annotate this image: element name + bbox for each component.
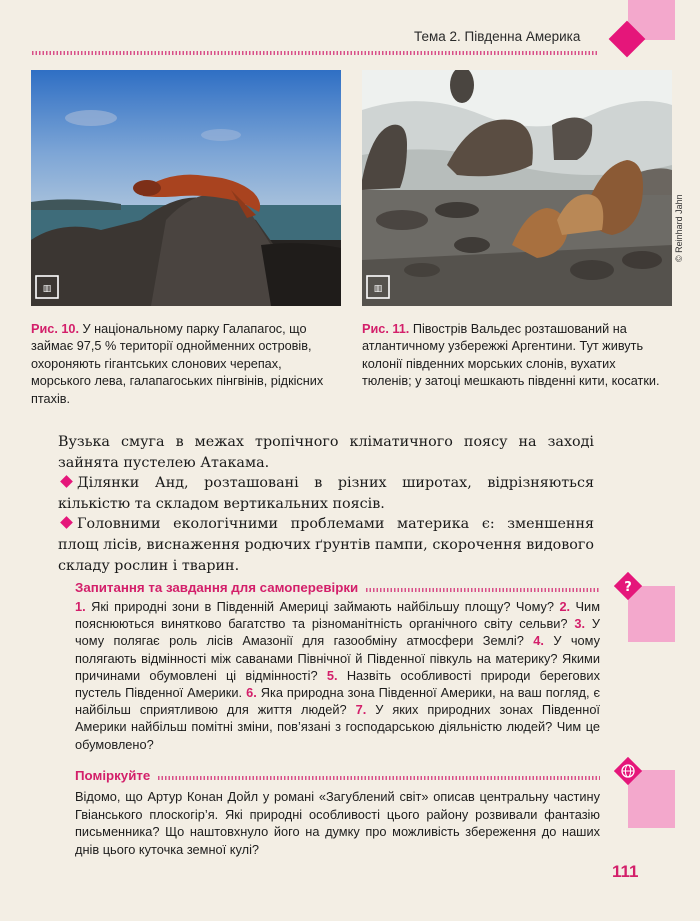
svg-text:▥: ▥	[42, 284, 52, 294]
globe-icon	[614, 757, 642, 785]
question-item: 7. У яких природних зонах Південної Америки найбільш помітні зміни, пов’язані з господарською діяльністю людей? Чим це обумовлено?	[75, 702, 600, 752]
section-title-text: Поміркуйте	[75, 768, 151, 783]
question-item: 4. У чому полягають відмінності між саванами Північної й Південної півкуль на материку? Якими причинами обумовлені ці відмінності?	[75, 633, 601, 683]
photo-credit: © Reinhard Jahn	[674, 194, 684, 262]
question-item: 3. У чому полягає роль лісів Амазонії для газообміну атмосфери Землі?	[75, 616, 600, 649]
caption-fig-11	[362, 321, 668, 391]
page-number: 111	[612, 862, 639, 881]
caption-text: Півострів Вальдес розташований на атлантичному узбережжі Аргентини. Тут живуть колонії південних морських слонів, вухатих тюленів; у затоці мешкають південні кити, косатки.	[362, 322, 660, 389]
caption-text: У національному парку Галапагос, що займає 97,5 % території однойменних островів, охороняють гігантських слонових черепах, морського лева, галапагоських пінгвінів, рідкісних птахів.	[31, 322, 324, 406]
section-title-text: Запитання та завдання для самоперевірки	[75, 580, 359, 595]
main-text	[58, 432, 594, 576]
photo-galapagos	[31, 70, 341, 306]
paragraph-atacama: Вузька смуга в межах тропічного кліматичного поясу на заході зайнята пустелею Атакама.	[58, 434, 594, 471]
question-item: 1. Які природні зони в Південній Америці займають найбільшу площу? Чому?	[75, 599, 555, 614]
header-dotted-line	[32, 51, 598, 55]
svg-text:?: ?	[624, 580, 632, 595]
section-dotted-line	[158, 776, 600, 780]
diamond-bullet-icon	[60, 475, 73, 488]
photo-valdes	[362, 70, 672, 306]
question-item: 6. Яка природна зона Південної Америки, на ваш погляд, є найбільш сприятливою для життя людей?	[75, 685, 601, 718]
paragraph-text: Ділянки Анд, розташовані в різних широтах, відрізняються кількістю та складом вертикальних поясів.	[58, 475, 594, 512]
caption-label: Рис. 11.	[362, 322, 410, 336]
paragraph-text: Головними екологічними проблемами материка є: зменшення площ лісів, виснаження родючих ґрунтів пампи, скорочення видового складу рослин і тварин.	[58, 516, 594, 574]
think-section-title	[75, 768, 600, 783]
caption-fig-10	[31, 321, 341, 408]
page-header-title: Тема 2. Південна Америка	[414, 29, 581, 44]
question-icon	[614, 572, 642, 600]
question-item: 2. Чим пояснюються винятково багатство та різноманітність органічного світу сельви?	[75, 599, 600, 632]
questions-list	[75, 598, 600, 753]
paragraph-ecology	[58, 514, 594, 576]
questions-section-title	[75, 580, 600, 595]
think-text: Відомо, що Артур Конан Дойл у романі «Загублений світ» описав центральну частину Гвіанського плоскогір’я. Які природні особливості цього району розвивали фантазію письменника? Що наштовхнуло його на думку про можливість збереження до наших днів цього куточка земної кулі?	[75, 789, 600, 857]
section-dotted-line	[366, 588, 600, 592]
svg-text:▥: ▥	[373, 284, 383, 294]
caption-label: Рис. 10.	[31, 322, 80, 336]
paragraph-andes	[58, 473, 594, 514]
question-item: 5. Назвіть особливості природи берегових пустель Південної Америки.	[75, 667, 600, 701]
diamond-bullet-icon	[60, 517, 73, 530]
